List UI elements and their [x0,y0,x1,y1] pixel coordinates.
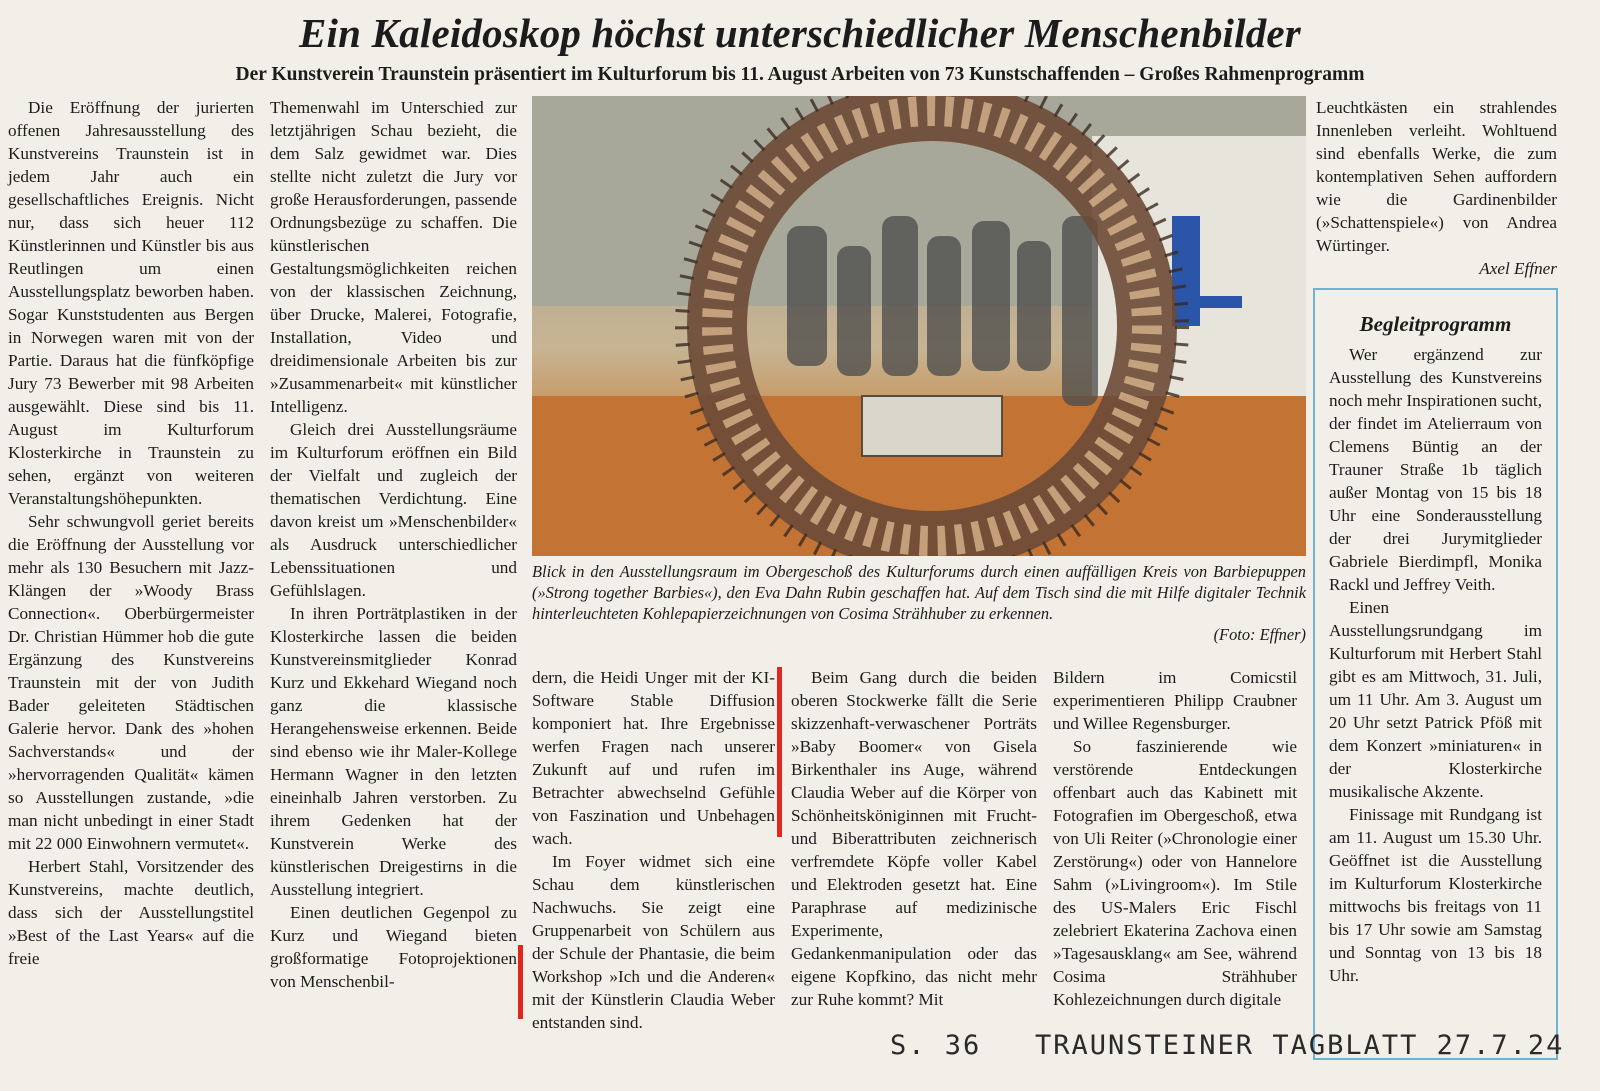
handwritten-source: TRAUNSTEINER TAGBLATT 27.7.24 [1035,1030,1565,1061]
paragraph: Die Eröffnung der jurierten offenen Jahresausstellung des Kunstvereins Traunstein ist in jedem Jahr auch ein gesellschaftliches Ereignis. Nicht nur, dass sich heuer 112 Künstlerinnen und Künstler bis aus Reutlingen um einen Ausstellungsplatz beworben haben. Sogar Kunststudenten aus Bergen in Norwegen waren mit von der Partie. Daraus hat die fünfköpfige Jury 73 Bewerber mit 98 Arbeiten ausgewählt. Diese sind bis 11. August im Kulturforum Klosterkirche in Traunstein zu sehen, ergänzt von weiteren Veranstaltungshöhepunkten. [8,98,254,508]
paragraph: So faszinierende wie verstörende Entdeckungen offenbart auch das Kabinett mit Fotografien im Obergeschoß, etwa von Uli Reiter (»Chronologie einer Zerstörung«) oder von Hannelore Sahm (»Livingroom«). Im Stile des US-Malers Eric Fischl zelebriert Ekaterina Zachova einen »Tagesausklang« am See, während Cosima Strähhuber Kohlezeichnungen durch digitale [1053,737,1297,1009]
sidebar-title: Begleitprogramm [1359,312,1512,336]
paragraph: Beim Gang durch die beiden oberen Stockwerke fällt die Serie skizzenhaft-verwaschener Porträts »Baby Boomer« von Gisela Birkenthaler ins Auge, während Claudia Weber auf die Körper von Schönheitsköniginnen mit Frucht- und Biberattributen zeichnerisch verfremdete Köpfe voller Kabel und Elektroden gesetzt hat. Eine Paraphrase auf medizinische Experimente, Gedankenmanipulation oder das eigene Kopfkino, das nicht mehr zur Ruhe kommt? Mit [791,668,1037,1009]
sidebar-body [1329,343,1542,987]
author-signature: Axel Effner [1479,259,1557,278]
paragraph: Bildern im Comicstil experimentieren Philipp Craubner und Willee Regensburger. [1053,668,1297,733]
red-marker-bar [777,667,782,837]
article-column-3 [532,666,775,1034]
paragraph: Finissage mit Rundgang ist am 11. August um 15.30 Uhr. Geöffnet ist die Ausstellung im Kulturforum Klosterkirche mittwochs bis freitags von 11 bis 17 Uhr sowie am Samstag und Sonntag von 13 bis 18 Uhr. [1329,805,1542,985]
article-column-6 [1316,96,1557,280]
caption-text: Blick in den Ausstellungsraum im Obergeschoß des Kulturforums durch einen auffälligen Kreis von Barbiepuppen (»Strong together Barbies«), den Eva Dahn Rubin geschaffen hat. Auf dem Tisch sind die mit Hilfe digitaler Technik hinterleuchteten Kohlepapierzeichnungen von Cosima Strähhuber zu erkennen. [532,562,1306,623]
article-column-1 [8,96,254,970]
article-column-5 [1053,666,1297,1011]
handwritten-page-number: S. 36 [890,1030,982,1061]
article-column-2 [270,96,517,993]
paragraph: Sehr schwungvoll geriet bereits die Eröffnung der Ausstellung vor mehr als 130 Besuchern mit Jazz-Klängen der »Woody Brass Connection«. Oberbürgermeister Dr. Christian Hümmer hob die gute Ergänzung des Kunstvereins Traunstein mit der von Judith Bader geleiteten Städtischen Galerie hervor. Dank des »hohen Sachverstands« und der »hervorragenden Qualität« kämen so Ausstellungen zustande, »die man nicht unbedingt in einer Stadt mit 22 000 Einwohnern vermutet«. [8,512,254,853]
paragraph: Wer ergänzend zur Ausstellung des Kunstvereins noch mehr Inspirationen sucht, der findet im Atelierraum von Clemens Büntig an der Trauner Straße 1b täglich außer Montag von 15 bis 18 Uhr eine Sonderausstellung der drei Jurymitglieder Gabriele Bierdimpfl, Monika Rackl und Jeffrey Veith. [1329,345,1542,594]
paragraph: Themenwahl im Unterschied zur letztjährigen Schau bezieht, die dem Salz gewidmet war. Dies stellte nicht zuletzt die Jury vor große Herausforderungen, passende Ordnungsbezüge zu schaffen. Die künstlerischen Gestaltungsmöglichkeiten reichen von der klassischen Zeichnung, über Drucke, Malerei, Fotografie, Installation, Video und dreidimensionale Arbeiten bis zur »Zusammenarbeit« mit künstlicher Intelligenz. [270,98,517,416]
photo-caption [532,561,1306,645]
exhibition-photo [532,96,1306,556]
paragraph: Herbert Stahl, Vorsitzender des Kunstvereins, machte deutlich, dass sich der Ausstellungstitel »Best of the Last Years« auf die freie [8,857,254,968]
paragraph: Einen deutlichen Gegenpol zu Kurz und Wiegand bieten großformatige Fotoprojektionen von Menschenbil- [270,903,517,991]
article-column-4 [791,666,1037,1011]
paragraph: Gleich drei Ausstellungsräume im Kulturforum eröffnen ein Bild der Vielfalt und zugleich der thematischen Verdichtung. Eine davon kreist um »Menschenbilder« als Ausdruck unterschiedlicher Lebenssituationen und Gefühlslagen. [270,420,517,600]
photo-credit: (Foto: Effner) [1213,625,1306,644]
headline: Ein Kaleidoskop höchst unterschiedlicher Menschenbilder [299,10,1301,56]
sidebar-box-begleitprogramm [1313,288,1558,1060]
subheadline: Der Kunstverein Traunstein präsentiert im Kulturforum bis 11. August Arbeiten von 73 Kunstschaffenden – Großes Rahmenprogramm [235,64,1365,85]
red-marker-bar [518,945,523,1019]
paragraph: Im Foyer widmet sich eine Schau dem künstlerischen Nachwuchs. Sie zeigt eine Gruppenarbeit von Schülern aus der Schule der Phantasie, die beim Workshop »Ich und die Anderen« mit der Künstlerin Claudia Weber entstanden sind. [532,852,775,1032]
paragraph: Leuchtkästen ein strahlendes Innenleben verleiht. Wohltuend sind ebenfalls Werke, die zum kontemplativen Sehen auffordern wie die Gardinenbilder (»Schattenspiele«) von Andrea Würtinger. [1316,98,1557,255]
paragraph: Einen Ausstellungsrundgang im Kulturforum mit Herbert Stahl gibt es am Mittwoch, 31. Juli, um 11 Uhr. Am 3. August um 20 Uhr setzt Patrick Pföß mit dem Konzert »miniaturen« in der Klosterkirche musikalische Akzente. [1329,598,1542,801]
barbie-circle-image [532,96,1306,556]
paragraph: In ihren Porträtplastiken in der Klosterkirche lassen die beiden Kunstvereinsmitglieder Konrad Kurz und Ekkehard Wiegand noch ganz die klassische Herangehensweise erkennen. Beide sind ebenso wie ihr Maler-Kollege Hermann Wagner in den letzten eineinhalb Jahren verstorben. Zu ihrem Gedenken hat der Kunstverein Werke des künstlerischen Dreigestirns in die Ausstellung integriert. [270,604,517,899]
paragraph: dern, die Heidi Unger mit der KI-Software Stable Diffusion komponiert hat. Ihre Ergebnisse werfen Fragen nach unserer Zukunft auf und rufen im Betrachter abwechselnd Gefühle von Faszination und Unbehagen wach. [532,668,775,848]
